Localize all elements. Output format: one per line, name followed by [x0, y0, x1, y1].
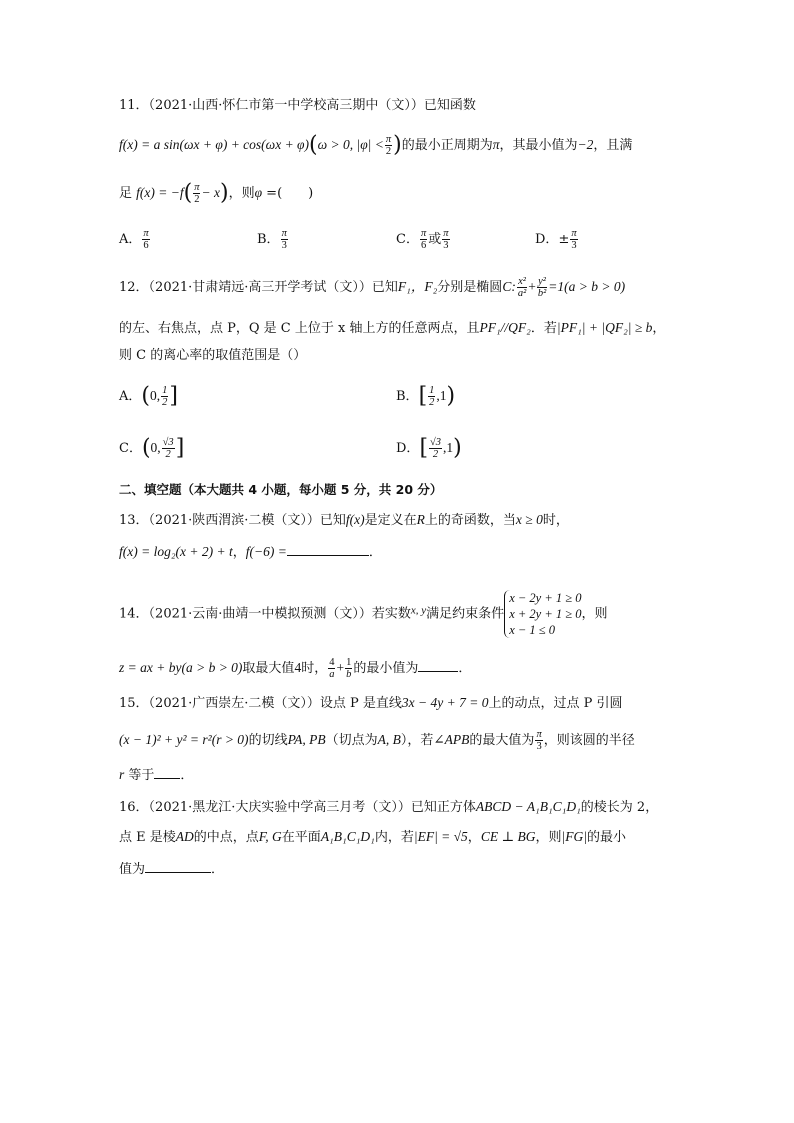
- frac-den: 3: [571, 240, 577, 251]
- frac-num: √3: [430, 437, 442, 448]
- frac-den: a²: [517, 288, 527, 299]
- bracket: [: [418, 383, 428, 409]
- bracket: ]: [169, 383, 178, 409]
- q12-text-ellipse: 分别是椭圆: [437, 280, 503, 295]
- bracket: ]: [175, 435, 185, 461]
- frac-den: b: [346, 669, 352, 680]
- q12-ellipse-cond: =1(a > b > 0): [548, 279, 626, 294]
- frac-num: √3: [162, 437, 174, 448]
- q15-stem-line3: [119, 764, 193, 786]
- q15-answer-blank[interactable]: [154, 764, 180, 779]
- q11-stem-line3: 足 f(x) = −f( $\frac{\pi}{2}$ − x)，则φ =( ): [119, 180, 314, 206]
- q12-question: 则 C 的离心率的取值范围是（）: [119, 348, 307, 363]
- q14-source: 14．（2021·云南·曲靖一中模拟预测（文））若实数: [119, 606, 411, 622]
- q14-text2: ，则: [581, 606, 608, 622]
- q11-answer-blank: =( ): [262, 186, 314, 201]
- q16-text8: 值为: [119, 862, 146, 877]
- q14-constraint: x − 2y + 1 ≥ 0: [509, 591, 582, 605]
- q13-query: f(−6) =: [245, 544, 287, 559]
- q12-option-a[interactable]: [119, 385, 178, 408]
- frac-num: π: [143, 228, 149, 239]
- frac-num: y²: [538, 276, 546, 287]
- q11-option-a[interactable]: [119, 228, 151, 251]
- frac-den: 6: [420, 240, 427, 251]
- option-label: A．: [119, 389, 142, 404]
- q11-condition: ω > 0, |φ| <: [317, 137, 384, 152]
- q14-max-value: 4: [294, 660, 302, 675]
- q16-stem-line2: [119, 827, 626, 848]
- q14-text5: 的最小值为: [353, 661, 419, 676]
- q16-FG: F, G: [258, 829, 282, 844]
- frac-num: x²: [518, 276, 526, 287]
- q15-source: 15．（2021·广西崇左·二模（文））设点 P 是直线: [119, 696, 402, 711]
- q14-text: 满足约束条件: [426, 606, 505, 622]
- q16-cube: ABCD − A₁B₁C₁D₁: [475, 799, 581, 814]
- q14-period: ．: [458, 661, 472, 676]
- q13-stem-line1: [119, 510, 569, 531]
- q16-stem-line1: [119, 797, 658, 818]
- q15-stem-line1: [119, 693, 623, 714]
- option-label: C．: [396, 232, 419, 247]
- frac-num: 1: [346, 657, 352, 668]
- bracket: (: [141, 383, 150, 409]
- q12-text: 的左、右焦点，点 P，Q 是 C 上位于 x 轴上方的任意两点，且: [119, 321, 480, 336]
- bracket: [: [419, 435, 429, 461]
- q14-constraint: x + 2y + 1 ≥ 0: [509, 607, 582, 621]
- frac-den: 3: [536, 741, 542, 752]
- q16-text6: ，则: [535, 830, 562, 845]
- q11-source: 11．（2021·山西·怀仁市第一中学校高三期中（文））已知函数: [119, 98, 476, 113]
- q16-text3: 的中点，点: [193, 830, 259, 845]
- frac-num: 1: [429, 385, 435, 396]
- q16-plane: A₁B₁C₁D₁: [320, 829, 375, 844]
- q16-comma: ，: [467, 830, 481, 845]
- q14-objective: z = ax + by(a > b > 0): [119, 660, 243, 675]
- q14-answer-blank[interactable]: [418, 657, 458, 672]
- frac-den: 3: [443, 240, 449, 251]
- frac-den: 6: [143, 240, 149, 251]
- q12-ellipse-name: C:: [502, 279, 516, 294]
- q12-foci: F₁，F₂: [397, 279, 438, 294]
- q16-perp: CE ⊥ BG: [480, 829, 536, 844]
- q14-text3: 取最大值: [242, 661, 295, 676]
- frac-num: π: [536, 729, 542, 740]
- q14-stem-line1: [119, 590, 608, 638]
- q11-sym-den: 2: [194, 194, 200, 205]
- plus-minus: ±: [558, 232, 570, 247]
- q12-stem-line3: [119, 346, 306, 366]
- q16-AD: AD: [175, 829, 194, 844]
- q15-text: 上的动点，过点 P 引圆: [488, 696, 623, 711]
- option-label: C．: [119, 441, 142, 456]
- q12-source: 12．（2021·甘肃靖远·高三开学考试（文））已知: [119, 280, 398, 295]
- option-label: A．: [119, 232, 142, 247]
- frac-num: π: [443, 228, 449, 239]
- frac-num: π: [571, 228, 577, 239]
- q15-text4: ），若: [400, 733, 434, 748]
- q16-text5: 内，若: [374, 830, 414, 845]
- q12-stem-line1: [119, 276, 625, 299]
- q16-text: 的棱长为 2，: [580, 800, 659, 815]
- q13-R: R: [416, 512, 425, 527]
- frac-den: a: [329, 669, 335, 680]
- q15-tangents: PA, PB: [287, 732, 326, 747]
- q14-text4: 时，: [301, 661, 328, 676]
- q16-fgabs: |FG|: [561, 829, 587, 844]
- frac-den: 2: [165, 449, 171, 460]
- frac-den: b²: [537, 288, 547, 299]
- q15-angle: ∠APB: [433, 732, 470, 747]
- frac-den: 2: [432, 449, 439, 460]
- q11-phi: φ: [254, 185, 263, 200]
- q12-text-if: ．若: [530, 321, 557, 336]
- q14-constraint-system: [504, 590, 581, 638]
- frac-den: 2: [162, 397, 168, 408]
- q12-inequality: |PF₁| + |QF₂| ≥ b: [556, 320, 653, 335]
- option-label: D．: [535, 232, 559, 247]
- option-label: D．: [396, 441, 420, 456]
- q11-sym-num: π: [194, 182, 200, 193]
- frac-num: π: [281, 228, 287, 239]
- q16-source: 16．（2021·黑龙江·大庆实验中学高三月考（文））已知正方体: [119, 800, 476, 815]
- q12-option-c[interactable]: [119, 437, 184, 460]
- q11-stem-line1: [119, 96, 476, 116]
- q16-text7: 的最小: [586, 830, 626, 845]
- section-heading: 二、填空题（本大题共 4 小题，每小题 5 分，共 20 分）: [119, 482, 443, 497]
- q11-min-value: −2: [577, 137, 594, 152]
- q11-option-d[interactable]: [535, 228, 579, 251]
- q11-text-period: 的最小正周期为: [401, 138, 493, 153]
- q11-cond-den: 2: [385, 146, 392, 157]
- q13-period: ．: [368, 545, 382, 560]
- q13-answer-blank[interactable]: [287, 541, 369, 556]
- q15-text5: 的最大值为: [469, 733, 535, 748]
- q14-stem-line2: z = ax + by(a > b > 0)取最大值4时， $\frac{4}{a}$ + $\frac{1}{b}$ 的最小值为 ．: [119, 657, 472, 680]
- q13-fx: f(x): [345, 512, 365, 527]
- q12-option-d[interactable]: [396, 437, 462, 460]
- q13-comma: ，: [232, 545, 246, 560]
- q15-circle-eq: (x − 1)² + y² = r²(r > 0): [119, 732, 249, 747]
- option-label: B．: [396, 389, 419, 404]
- frac-num: 4: [329, 657, 335, 668]
- q15-text3: （切点为: [325, 733, 378, 748]
- q16-text4: 在平面: [281, 830, 321, 845]
- frac-num: 1: [162, 385, 168, 396]
- q11-option-c[interactable]: [396, 228, 451, 251]
- q15-text7: 等于: [124, 768, 155, 783]
- q15-text2: 的切线: [248, 733, 288, 748]
- interval-end: ,1: [443, 440, 454, 455]
- q11-stem-line2: f(x) = a sin(ωx + φ) + cos(ωx + φ)(ω > 0, |φ| < $\frac{\pi}{2}$ )的最小正周期为π，其最小值为−2，且满: [119, 132, 633, 158]
- q16-period: ．: [211, 862, 225, 877]
- q12-stem-line2: [119, 318, 665, 339]
- q11-cond-num: π: [385, 134, 392, 145]
- q16-answer-blank[interactable]: [145, 858, 211, 873]
- q15-text6: ，则该圆的半径: [543, 733, 635, 748]
- q15-stem-line2: [119, 729, 635, 752]
- interval-end: ,1: [436, 388, 447, 403]
- q13-definition: f(x) = log₂(x + 2) + t: [119, 544, 233, 559]
- interval-start: 0,: [149, 388, 161, 403]
- plus-sign: +: [528, 279, 536, 294]
- q13-text: 是定义在: [364, 513, 417, 528]
- q11-function: f(x) = a sin(ωx + φ) + cos(ωx + φ): [119, 137, 310, 152]
- option-or: 或: [428, 232, 442, 247]
- q13-text3: 时，: [542, 513, 569, 528]
- frac-den: 2: [429, 397, 435, 408]
- q12-parallel: PF₁//QF₂: [479, 320, 531, 335]
- q11-period-value: π: [492, 137, 500, 152]
- q14-constraint: x − 1 ≤ 0: [509, 623, 556, 637]
- q13-cond: x ≥ 0: [515, 512, 543, 527]
- q16-stem-line3: [119, 858, 224, 880]
- q16-text2: 点 E 是棱: [119, 830, 176, 845]
- bracket: ): [446, 383, 456, 409]
- q11-text-ze: ，则: [228, 186, 255, 201]
- option-label: B．: [257, 232, 280, 247]
- q11-text-tail: ，且满: [593, 138, 633, 153]
- q11-option-b[interactable]: [257, 228, 289, 251]
- q13-text2: 上的奇函数，当: [424, 513, 516, 528]
- q13-source: 13．（2021·陕西渭滨·二模（文））已知: [119, 513, 346, 528]
- q13-stem-line2: [119, 541, 382, 563]
- q15-line-eq: 3x − 4y + 7 = 0: [401, 695, 489, 710]
- q12-comma: ，: [652, 321, 666, 336]
- q16-ef: |EF| = √5: [413, 829, 468, 844]
- interval-start: 0,: [150, 440, 161, 455]
- bracket: ): [453, 435, 462, 461]
- q11-symmetry: f(x) = −f: [136, 185, 184, 200]
- frac-num: π: [420, 228, 427, 239]
- q15-period: ．: [180, 768, 194, 783]
- frac-den: 3: [281, 240, 287, 251]
- q11-text-zu: 足: [119, 186, 133, 201]
- q12-option-b[interactable]: [396, 385, 455, 408]
- q14-xy: x, y: [410, 604, 427, 617]
- bracket: (: [141, 435, 151, 461]
- q11-text-min: ，其最小值为: [499, 138, 578, 153]
- q15-AB: A, B: [377, 732, 401, 747]
- q15-r: r: [119, 767, 125, 782]
- q11-sym-x: − x: [201, 185, 220, 200]
